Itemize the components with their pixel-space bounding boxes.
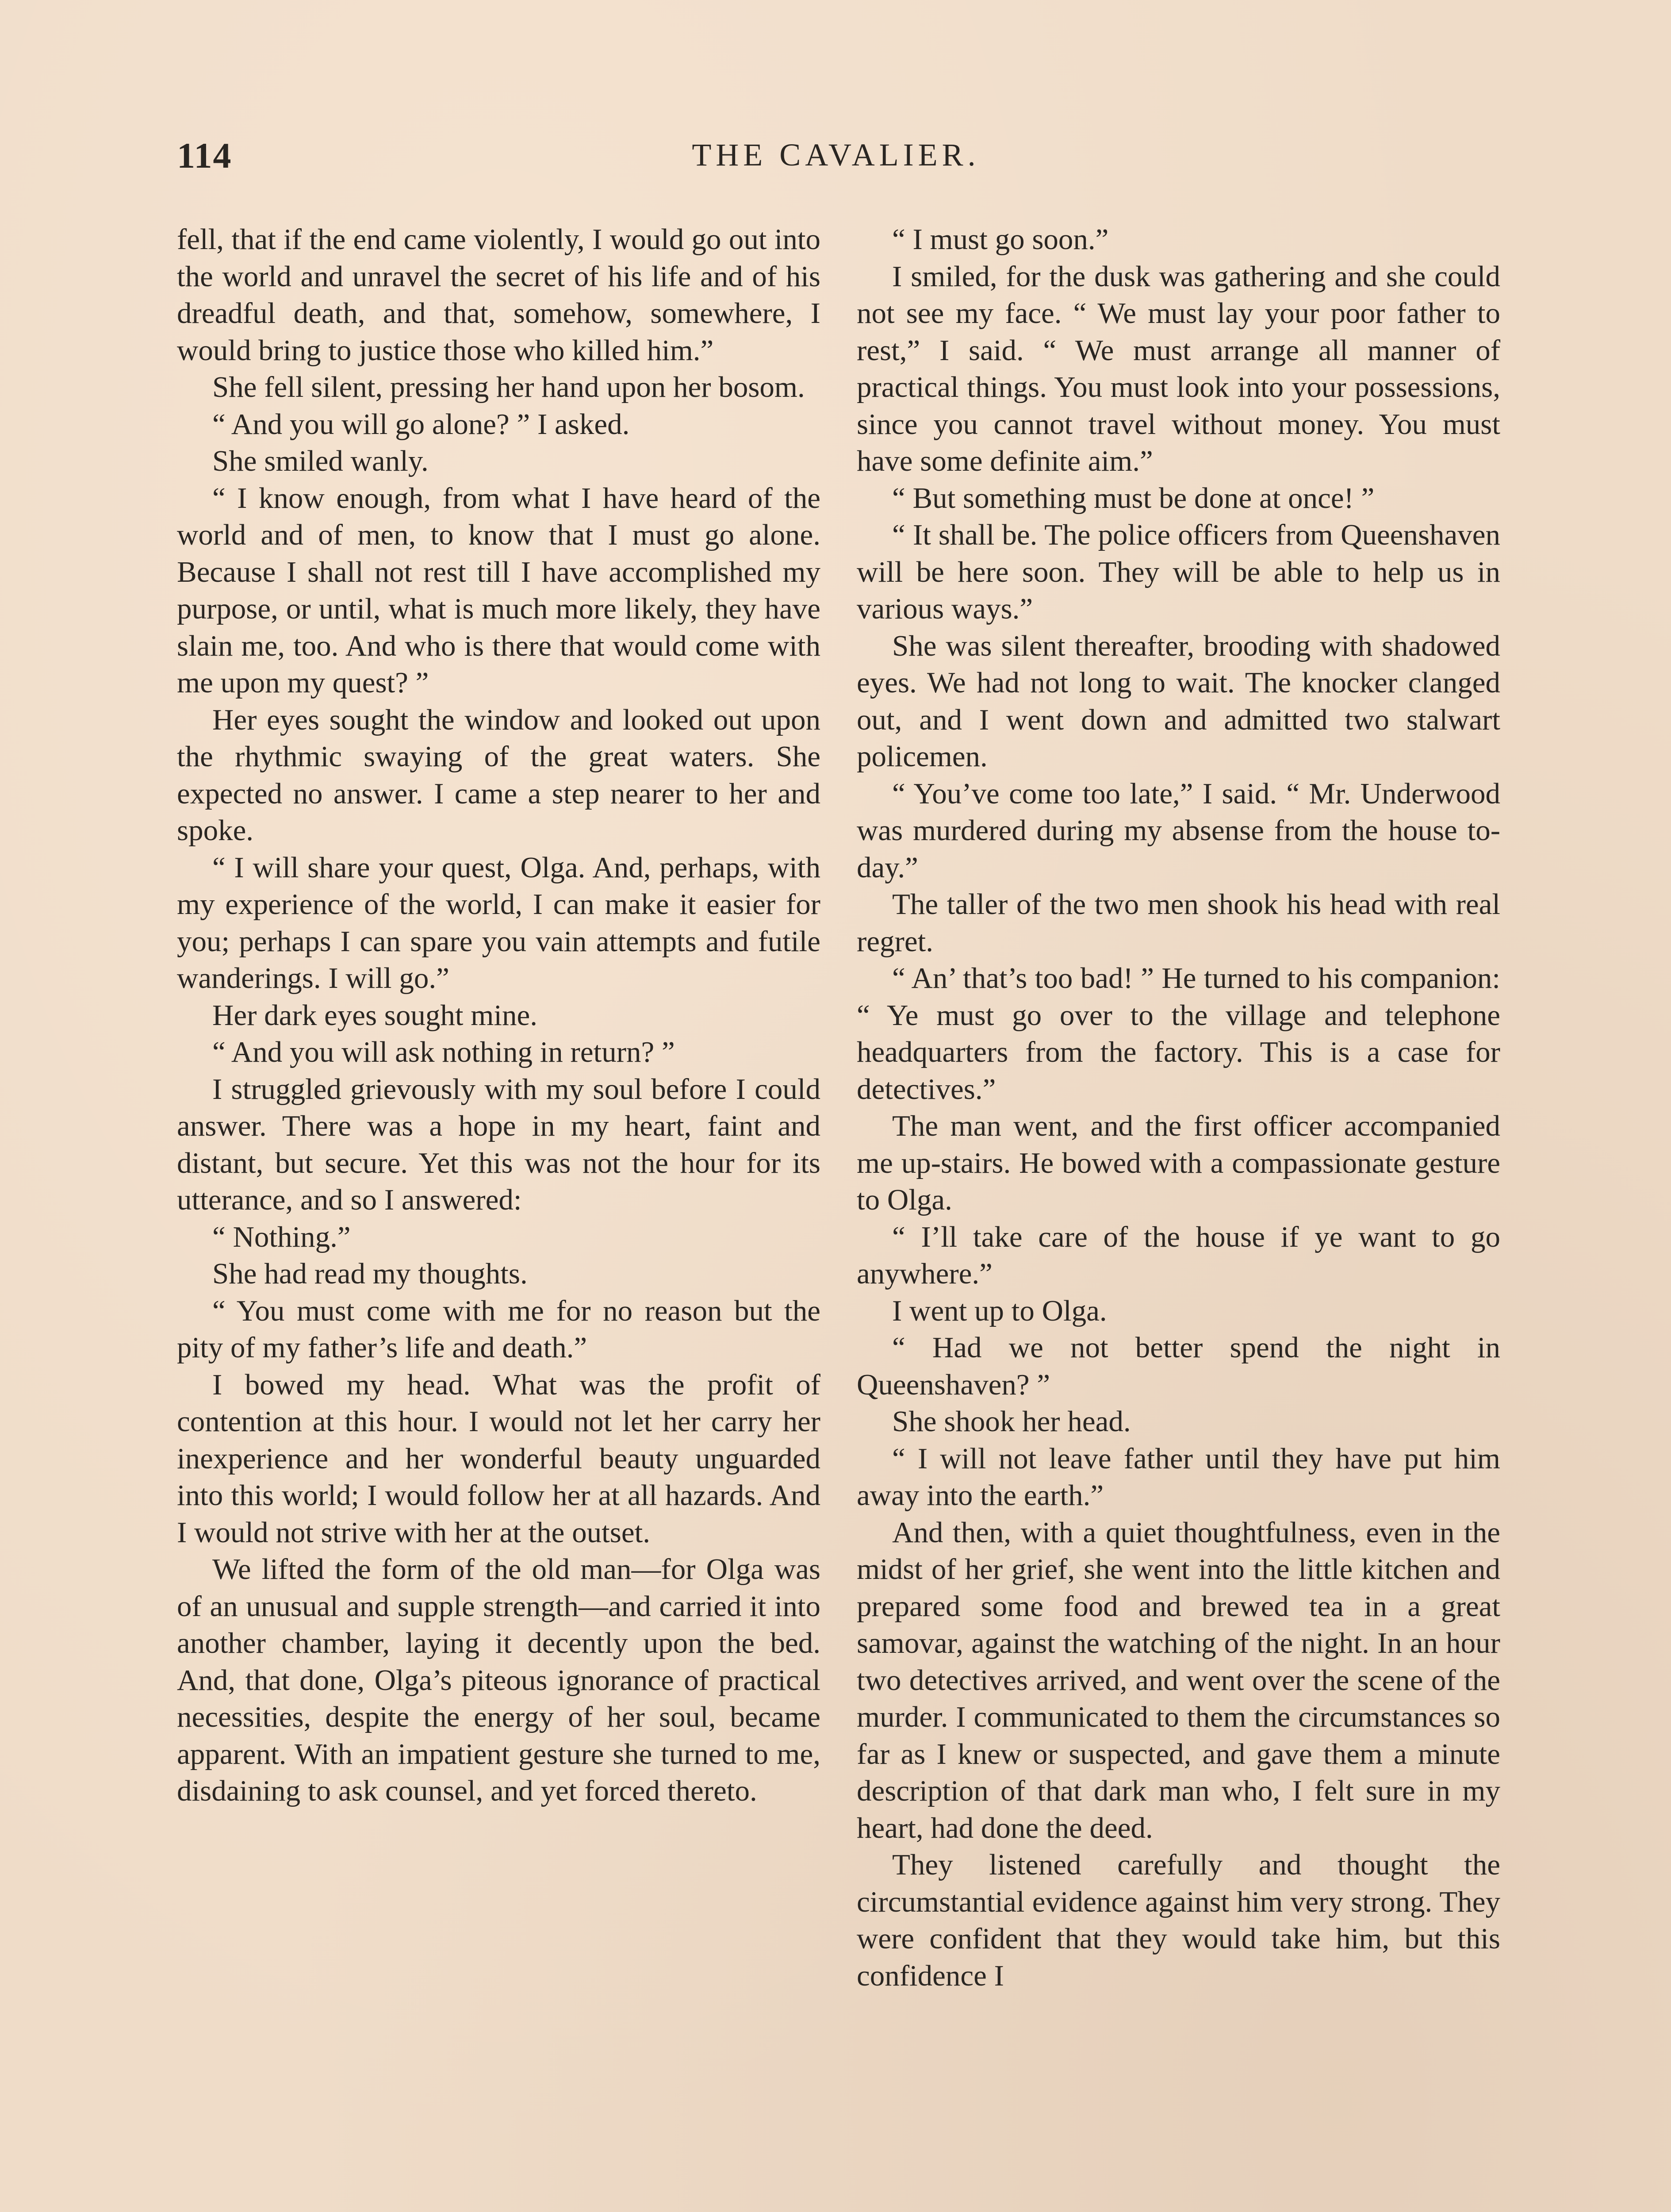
- paragraph: She shook her head.: [892, 1405, 1131, 1438]
- paragraph: “ And you will go alone? ” I asked.: [212, 407, 630, 441]
- right-column: [857, 221, 1500, 1994]
- paragraph: The taller of the two men shook his head with real regret.: [857, 888, 1500, 958]
- paragraph: I struggled grievously with my soul before I could answer. There was a hope in my heart, faint and distant, but secure. Yet this was not the hour for its utterance, and so I answered:: [177, 1072, 820, 1216]
- paragraph: I bowed my head. What was the profit of contention at this hour. I would not let her carry her inexperience and her wonderful beauty unguarded into this world; I would follow her at all hazards. And I would not strive with her at the outset.: [177, 1368, 820, 1549]
- paragraph: “ I will not leave father until they have put him away into the earth.”: [857, 1442, 1500, 1512]
- paragraph: I went up to Olga.: [892, 1294, 1107, 1327]
- paragraph: She had read my thoughts.: [212, 1257, 528, 1290]
- paragraph: “ An’ that’s too bad! ” He turned to his companion: “ Ye must go over to the village and telephone headquarters from the factory. This is a case for detectives.”: [857, 962, 1500, 1106]
- paragraph: They listened carefully and thought the circumstantial evidence against him very strong. They were confident that they would take him, but this confidence I: [857, 1848, 1500, 1992]
- paragraph: She smiled wanly.: [212, 445, 429, 477]
- paragraph: “ You must come with me for no reason but the pity of my father’s life and death.”: [177, 1294, 820, 1364]
- paragraph: I smiled, for the dusk was gathering and she could not see my face. “ We must lay your poor father to rest,” I said. “ We must arrange all manner of practical things. You must look into your possessions, since you cannot travel without money. You must have some definite aim.”: [857, 260, 1500, 477]
- paragraph: fell, that if the end came violently, I would go out into the world and unravel the secret of his life and of his dreadful death, and that, somehow, somewhere, I would bring to justice those who killed him.”: [177, 223, 820, 367]
- paragraph: Her eyes sought the window and looked out upon the rhythmic swaying of the great waters. She expected no answer. I came a step nearer to her and spoke.: [177, 703, 820, 847]
- paragraph: Her dark eyes sought mine.: [212, 998, 537, 1032]
- paragraph: “ I must go soon.”: [892, 223, 1109, 256]
- left-column: [177, 221, 820, 1810]
- paragraph: And then, with a quiet thoughtfulness, even in the midst of her grief, she went into the little kitchen and prepared some food and brewed tea in a great samovar, against the watching of the night. In an hour two detectives arrived, and went over the scene of the murder. I communicated to them the circumstances so far as I knew or suspected, and gave them a minute description of that dark man who, I felt sure in my heart, had done the deed.: [857, 1516, 1500, 1844]
- running-title: THE CAVALIER.: [692, 137, 980, 173]
- paragraph: “ It shall be. The police officers from Queenshaven will be here soon. They will be able to help us in various ways.”: [857, 518, 1500, 625]
- paragraph: “ But something must be done at once! ”: [892, 481, 1375, 515]
- paragraph: The man went, and the first officer accompanied me up-stairs. He bowed with a compassionate gesture to Olga.: [857, 1110, 1500, 1216]
- paragraph: “ Nothing.”: [212, 1220, 351, 1253]
- paragraph: We lifted the form of the old man—for Olga was of an unusual and supple strength—and carried it into another chamber, laying it decently upon the bed. And, that done, Olga’s piteous ignorance of practical necessities, despite the energy of her soul, became apparent. With an impatient gesture she turned to me, disdaining to ask counsel, and yet forced thereto.: [177, 1553, 820, 1807]
- paragraph: “ I’ll take care of the house if ye want to go anywhere.”: [857, 1220, 1500, 1290]
- paragraph: She was silent thereafter, brooding with shadowed eyes. We had not long to wait. The knocker clanged out, and I went down and admitted two stalwart policemen.: [857, 629, 1500, 773]
- paragraph: “ Had we not better spend the night in Queenshaven? ”: [857, 1331, 1500, 1401]
- page-header: [177, 135, 1495, 192]
- paragraph: “ I will share your quest, Olga. And, perhaps, with my experience of the world, I can make it easier for you; perhaps I can spare you vain attempts and futile wanderings. I will go.”: [177, 851, 820, 995]
- page-number: 114: [177, 135, 232, 176]
- paragraph: “ I know enough, from what I have heard of the world and of men, to know that I must go alone. Because I shall not rest till I have accomplished my purpose, or until, what is much more likely, they have slain me, too. And who is there that would come with me upon my quest? ”: [177, 481, 820, 699]
- paragraph: “ You’ve come too late,” I said. “ Mr. Underwood was murdered during my absense from the house to-day.”: [857, 777, 1500, 884]
- paragraph: She fell silent, pressing her hand upon her bosom.: [212, 371, 805, 403]
- paragraph: “ And you will ask nothing in return? ”: [212, 1036, 675, 1068]
